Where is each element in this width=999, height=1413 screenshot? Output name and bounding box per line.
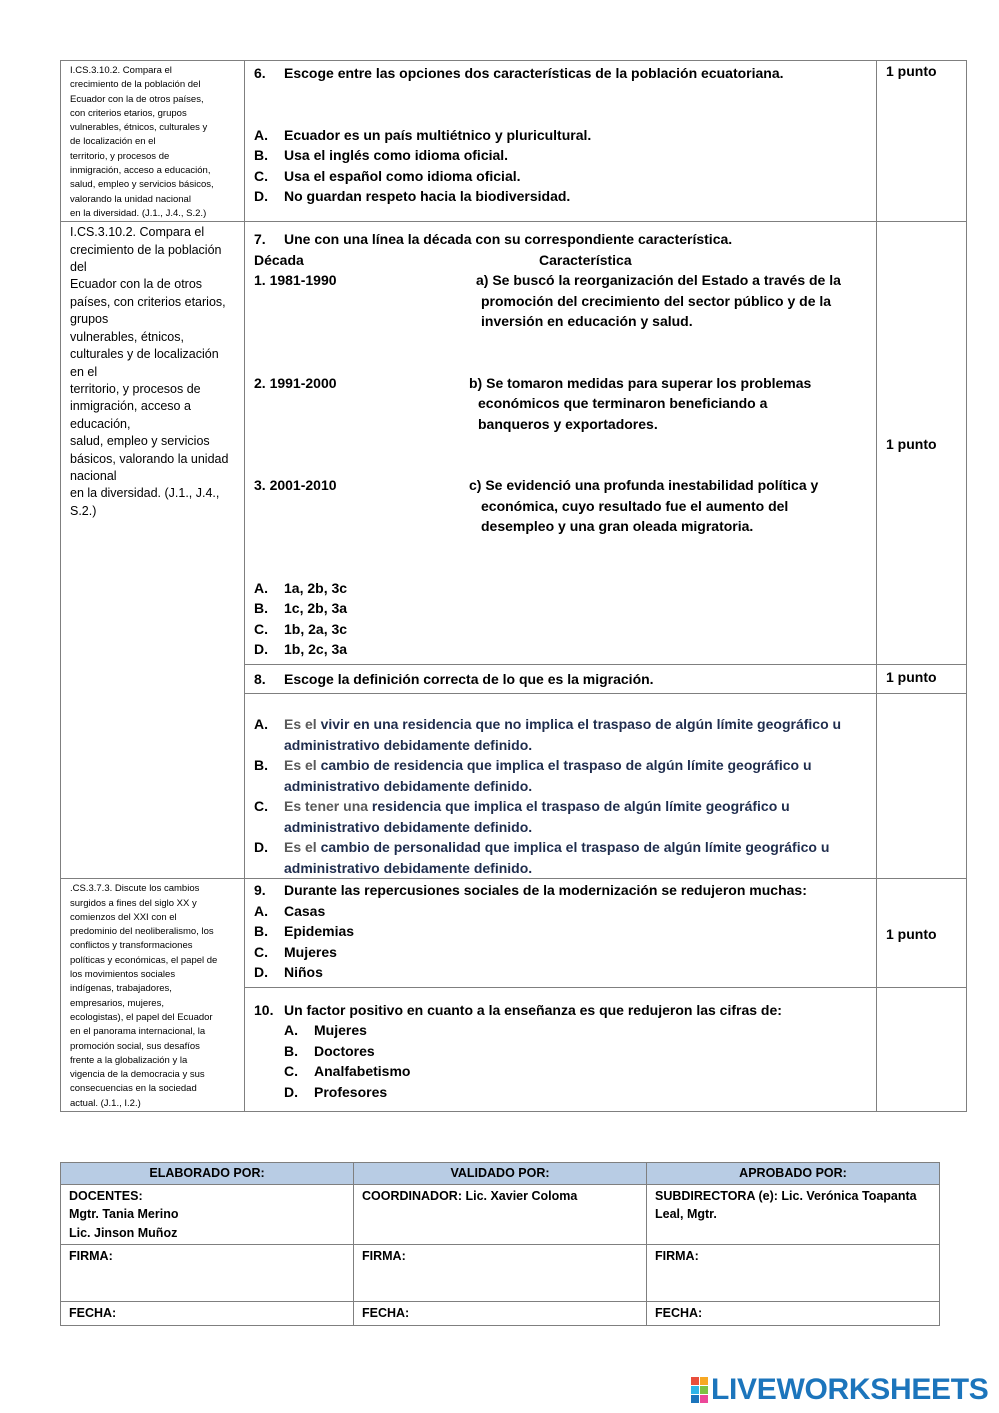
question-row-7	[61, 222, 967, 665]
match-pair	[254, 270, 868, 332]
criterion-line: actual. (J.1., I.2.)	[70, 1097, 141, 1109]
option-d[interactable]: D. Es el cambio de personalidad que implica el traspaso de algún límite geográfico u administrativo debidamente definido.	[254, 839, 830, 876]
firma-field[interactable]: FIRMA:	[354, 1245, 647, 1302]
criterion-line: países, con criterios etarios,	[70, 294, 226, 309]
option-b[interactable]: B. 1c, 2b, 3a	[254, 600, 348, 617]
criterion-line: valorando la unidad nacional	[70, 193, 191, 205]
firma-field[interactable]: FIRMA:	[61, 1245, 354, 1302]
criterion-line: del	[70, 260, 87, 275]
criterion-line: con criterios etarios, grupos	[70, 107, 187, 119]
option-a[interactable]: A. 1a, 2b, 3c	[254, 579, 348, 596]
criterion-line: de localización en el	[70, 136, 156, 148]
fecha-field[interactable]: FECHA:	[647, 1302, 940, 1326]
question-7-stem: 7. Une con una línea la década con su correspondiente característica.	[254, 231, 733, 248]
fecha-field[interactable]: FECHA:	[61, 1302, 354, 1326]
question-8	[245, 664, 877, 694]
option-c[interactable]: C. Analfabetismo	[284, 1063, 411, 1080]
criterion-line: indígenas, trabajadores,	[70, 983, 172, 995]
criterion-line: políticas y económicas, el papel de	[70, 954, 218, 966]
criterion-line: grupos	[70, 312, 109, 327]
criterion-line: inmigración, acceso a educación,	[70, 165, 211, 177]
logo-tile	[700, 1395, 708, 1403]
criterion-line: inmigración, acceso a	[70, 399, 191, 414]
criterion-line: promoción social, sus desafíos	[70, 1040, 200, 1052]
question-7-options	[254, 578, 868, 660]
criterion-line: comienzos del XXI con el	[70, 911, 177, 923]
match-pair	[254, 475, 868, 537]
criterion-line: conflictos y transformaciones	[70, 940, 193, 952]
option-d[interactable]: D. Profesores	[284, 1083, 388, 1100]
liveworksheets-logo-icon	[691, 1377, 708, 1403]
characteristic-header: Característica	[539, 251, 632, 268]
option-a[interactable]: A. Es el vivir en una residencia que no implica el traspaso de algún límite geográfico u administrativo debidamente definido.	[254, 716, 842, 753]
criterion-line: vulnerables, étnicos,	[70, 329, 184, 344]
match-pair	[254, 373, 868, 435]
characteristic-line: económicos que terminaron beneficiando a	[478, 395, 768, 412]
criterion-line: los movimientos sociales	[70, 969, 176, 981]
criterion-line: en el	[70, 364, 98, 379]
points-cell: 1 punto	[877, 61, 967, 222]
fecha-field[interactable]: FECHA:	[354, 1302, 647, 1326]
characteristic-item: a) Se buscó la reorganización del Estado a través de la	[476, 272, 841, 289]
question-10-options	[254, 1020, 868, 1102]
option-b[interactable]: B. Epidemias	[254, 923, 355, 940]
characteristic-line: inversión en educación y salud.	[481, 313, 693, 330]
option-c[interactable]: C. 1b, 2a, 3c	[254, 620, 348, 637]
question-9-stem: 9. Durante las repercusiones sociales de la modernización se redujeron muchas:	[254, 882, 807, 899]
option-a[interactable]: A. Casas	[254, 902, 326, 919]
criterion-line: Ecuador con la de otros	[70, 277, 203, 292]
decade-header: Década	[254, 251, 304, 268]
characteristic-line: promoción del crecimiento del sector público y de la	[481, 292, 832, 309]
option-c[interactable]: C. Usa el español como idioma oficial.	[254, 167, 521, 184]
criterion-line: empresarios, mujeres,	[70, 997, 164, 1009]
criterion-line: educación,	[70, 416, 131, 431]
criterion-line: Ecuador con la de otros países,	[70, 93, 204, 105]
decade-item: 3. 2001-2010	[254, 477, 337, 494]
criterion-cell	[61, 879, 245, 1112]
question-7	[245, 222, 877, 665]
option-b[interactable]: B. Es el cambio de residencia que implica el traspaso de algún límite geográfico u administrativo debidamente definido.	[254, 757, 812, 794]
logo-tile	[700, 1377, 708, 1385]
validado-header: VALIDADO POR:	[354, 1163, 647, 1185]
signature-fecha-row	[61, 1302, 940, 1326]
criterion-line: básicos, valorando la unidad	[70, 451, 229, 466]
points-cell: 1 punto	[877, 222, 967, 665]
criterion-line: en la diversidad. (J.1., J.4.,	[70, 486, 220, 501]
criterion-line: culturales y de localización	[70, 347, 219, 362]
option-c[interactable]: C. Es tener una residencia que implica el traspaso de algún límite geográfico u administrativo debidamente definido.	[254, 798, 790, 835]
option-c[interactable]: C. Mujeres	[254, 943, 337, 960]
option-a[interactable]: A. Ecuador es un país multiétnico y pluricultural.	[254, 126, 592, 143]
signature-firma-row	[61, 1245, 940, 1302]
points-cell-empty	[877, 987, 967, 1111]
criterion-line: crecimiento de la población	[70, 242, 222, 257]
criterion-line: ecologistas), el papel del Ecuador	[70, 1011, 213, 1023]
firma-field[interactable]: FIRMA:	[647, 1245, 940, 1302]
question-row-9	[61, 879, 967, 988]
match-header	[254, 250, 868, 271]
elaborado-header: ELABORADO POR:	[61, 1163, 354, 1185]
logo-tile	[691, 1386, 699, 1394]
criterion-line: I.CS.3.10.2. Compara el	[70, 225, 205, 240]
points-cell-empty	[877, 694, 967, 879]
criterion-line: .CS.3.7.3. Discute los cambios	[70, 883, 200, 895]
question-8-stem: 8. Escoge la definición correcta de lo que es la migración.	[254, 670, 654, 687]
aprobado-header: APROBADO POR:	[647, 1163, 940, 1185]
criterion-line: en la diversidad. (J.1., J.4., S.2.)	[70, 207, 207, 219]
criterion-line: salud, empleo y servicios	[70, 434, 210, 449]
points-cell: 1 punto	[877, 879, 967, 988]
characteristic-line: banqueros y exportadores.	[478, 415, 658, 432]
characteristic-line: desempleo y una gran oleada migratoria.	[481, 518, 754, 535]
logo-tile	[700, 1386, 708, 1394]
decade-item: 1. 1981-1990	[254, 272, 337, 289]
criterion-line: surgidos a fines del siglo XX y	[70, 897, 197, 909]
signature-names	[61, 1184, 940, 1245]
criterion-line: salud, empleo y servicios básicos,	[70, 179, 214, 191]
signature-header	[61, 1163, 940, 1185]
characteristic-item: c) Se evidenció una profunda inestabilidad política y	[469, 477, 819, 494]
question-6-options	[254, 125, 868, 207]
question-10-stem: 10. Un factor positivo en cuanto a la enseñanza es que redujeron las cifras de:	[254, 1001, 782, 1018]
question-row-6	[61, 61, 967, 222]
elaborado-names: DOCENTES: Mgtr. Tania Merino Lic. Jinson Muñoz	[61, 1184, 354, 1245]
question-10	[245, 987, 877, 1111]
question-9-options	[254, 901, 868, 983]
criterion-line: vulnerables, étnicos, culturales y	[70, 122, 208, 134]
criterion-cell	[61, 222, 245, 879]
option-b[interactable]: B. Usa el inglés como idioma oficial.	[254, 147, 509, 163]
characteristic-item: b) Se tomaron medidas para superar los problemas	[469, 374, 812, 391]
logo-text: LIVEWORKSHEETS	[711, 1373, 989, 1406]
criterion-line: territorio, y procesos de	[70, 381, 201, 396]
decade-item: 2. 1991-2000	[254, 374, 337, 391]
criterion-cell	[61, 61, 245, 222]
option-d[interactable]: D. No guardan respeto hacia la biodiversidad.	[254, 188, 571, 204]
criterion-line: predominio del neoliberalismo, los	[70, 926, 214, 938]
option-d[interactable]: D. 1b, 2c, 3a	[254, 641, 348, 658]
questions-table	[60, 60, 967, 1112]
match-pairs	[254, 270, 868, 578]
liveworksheets-logo[interactable]	[691, 1375, 989, 1405]
logo-tile	[691, 1377, 699, 1385]
signature-table	[60, 1162, 940, 1326]
characteristic-line: económica, cuyo resultado fue el aumento del	[481, 497, 789, 514]
criterion-line: consecuencias en la sociedad	[70, 1083, 197, 1095]
option-b[interactable]: B. Doctores	[284, 1042, 375, 1059]
logo-tile	[691, 1395, 699, 1403]
criterion-line: nacional	[70, 468, 117, 483]
option-a[interactable]: A. Mujeres	[284, 1022, 367, 1039]
question-6-stem: 6. Escoge entre las opciones dos características de la población ecuatoriana.	[254, 65, 784, 81]
criterion-line: crecimiento de la población del	[70, 79, 201, 91]
criterion-line: territorio, y procesos de	[70, 150, 170, 162]
criterion-line: S.2.)	[70, 503, 97, 518]
option-d[interactable]: D. Niños	[254, 964, 323, 981]
points-cell: 1 punto	[877, 664, 967, 694]
validado-name: COORDINADOR: Lic. Xavier Coloma	[354, 1184, 647, 1245]
question-9	[245, 879, 877, 988]
question-8-options	[245, 694, 877, 879]
criterion-line: vigencia de la democracia y sus	[70, 1069, 205, 1081]
question-6	[245, 61, 877, 222]
aprobado-name: SUBDIRECTORA (e): Lic. Verónica Toapanta Leal, Mgtr.	[647, 1184, 940, 1245]
criterion-line: frente a la globalización y la	[70, 1054, 188, 1066]
criterion-line: en el panorama internacional, la	[70, 1026, 206, 1038]
criterion-line: I.CS.3.10.2. Compara el	[70, 65, 172, 76]
